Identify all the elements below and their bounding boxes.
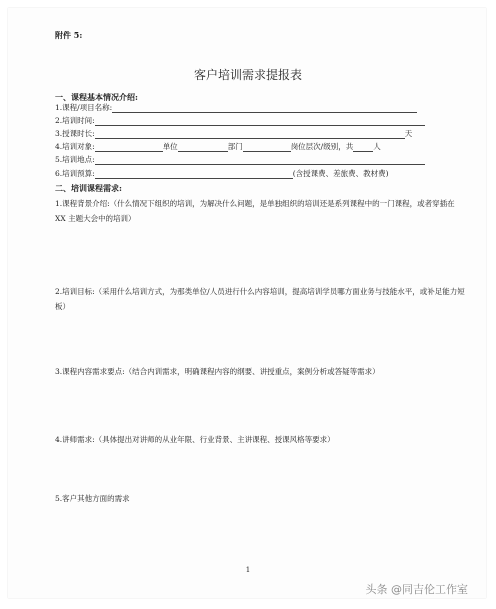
training-time-row [55,115,425,126]
location-row [55,154,425,165]
budget-note: (含授课费、差旅费、教材费) [292,169,389,178]
section-1-heading: 一、课程基本情况介绍: [55,92,138,102]
course-name-row [55,102,417,113]
budget-row [55,168,389,179]
budget-label: 6.培训预算: [55,169,95,178]
lecturer-item: 4.讲师需求:（具体提出对讲师的从业年限、行业背景、主讲课程、授课风格等要求） [55,435,335,444]
level-label: 岗位层次/级别，共 [290,142,354,151]
training-time-label: 2.培训时间: [55,116,95,125]
duration-label: 3.授课时长: [55,129,95,138]
unit-field[interactable] [95,143,163,152]
unit-label: 单位 [162,142,178,151]
training-time-field[interactable] [95,117,425,126]
goal-item: 2.培训目标:（采用什么培训方式，为那类单位/人员进行什么内容培训，提高培训学员哪方面业务与技能水平，或补足能力短板） [55,287,465,311]
dept-field[interactable] [178,143,228,152]
target-label: 4.培训对象: [55,142,95,151]
duration-row [55,128,412,139]
level-field[interactable] [243,143,291,152]
other-item: 5.客户其他方面的需求 [55,494,130,503]
attachment-label: 附件 5: [55,30,83,40]
duration-unit: 天 [404,129,413,138]
course-name-field[interactable] [112,104,417,113]
course-name-label: 1.课程/项目名称: [55,103,113,112]
people-label: 人 [373,142,381,151]
duration-field[interactable] [95,130,405,139]
page-title: 客户培训需求提报表 [193,68,302,82]
section-2-heading: 二、培训课程需求: [55,183,122,193]
location-label: 5.培训地点: [55,155,95,164]
background-item: 1.课程背景介绍:（什么情况下组织的培训，为解决什么问题，是单独组织的培训还是系列课程中的一门课程，或者穿插在 XX 主题大会中的培训） [55,199,455,223]
dept-label: 部门 [227,142,243,151]
people-field[interactable] [353,143,373,152]
location-field[interactable] [95,156,425,165]
budget-field[interactable] [95,170,293,179]
content-item: 3.课程内容需求要点:（结合内训需求，明确课程内容的纲要、讲授重点，案例分析或答疑等需求） [55,367,380,376]
target-row [55,141,381,152]
page-number: 1 [245,566,251,574]
watermark: 头条 @同吉伦工作室 [365,583,468,596]
